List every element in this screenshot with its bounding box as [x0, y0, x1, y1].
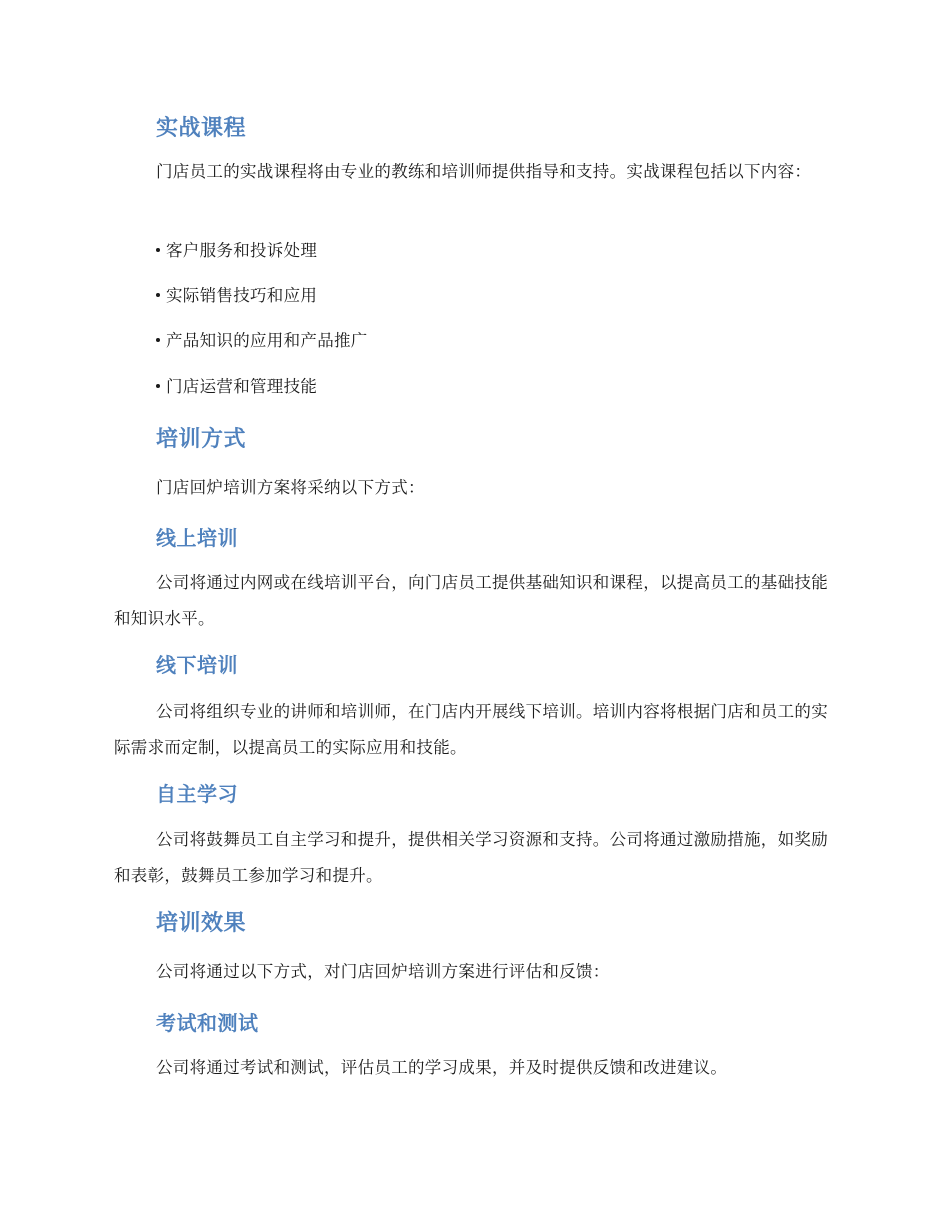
self-study-text: 公司将鼓舞员工自主学习和提升，提供相关学习资源和支持。公司将通过激励措施，如奖励和表彰，鼓舞员工参加学习和提升。	[114, 830, 828, 885]
exam-and-test-text: 公司将通过考试和测试，评估员工的学习成果，并及时提供反馈和改进建议。	[156, 1058, 728, 1077]
bullet-icon	[156, 293, 160, 297]
training-effect-intro: 公司将通过以下方式，对门店回炉培训方案进行评估和反馈：	[156, 962, 610, 981]
section-heading-practical-course: 实战课程	[156, 116, 247, 141]
bullet-icon	[156, 248, 160, 252]
practical-course-intro: 门店员工的实战课程将由专业的教练和培训师提供指导和支持。实战课程包括以下内容：	[156, 162, 812, 181]
list-item-text: 客户服务和投诉处理	[166, 241, 318, 260]
subheading-offline-training: 线下培训	[156, 653, 238, 677]
bullet-icon	[156, 338, 160, 342]
online-training-text: 公司将通过内网或在线培训平台，向门店员工提供基础知识和课程，以提高员工的基础技能和知识水平。	[114, 573, 828, 628]
list-item	[156, 284, 317, 308]
list-item	[156, 239, 317, 263]
training-methods-intro: 门店回炉培训方案将采纳以下方式：	[156, 478, 425, 497]
list-item	[156, 329, 368, 353]
subheading-online-training: 线上培训	[156, 526, 238, 550]
list-item-text: 门店运营和管理技能	[166, 377, 318, 396]
list-item	[156, 375, 317, 399]
bullet-icon	[156, 384, 160, 388]
subheading-self-study: 自主学习	[156, 782, 238, 806]
offline-training-text: 公司将组织专业的讲师和培训师，在门店内开展线下培训。培训内容将根据门店和员工的实际需求而定制，以提高员工的实际应用和技能。	[114, 702, 828, 757]
section-heading-training-methods: 培训方式	[156, 427, 247, 452]
list-item-text: 产品知识的应用和产品推广	[166, 331, 368, 350]
list-item-text: 实际销售技巧和应用	[166, 286, 318, 305]
subheading-exam-and-test: 考试和测试	[156, 1011, 259, 1035]
section-heading-training-effect: 培训效果	[156, 911, 247, 936]
